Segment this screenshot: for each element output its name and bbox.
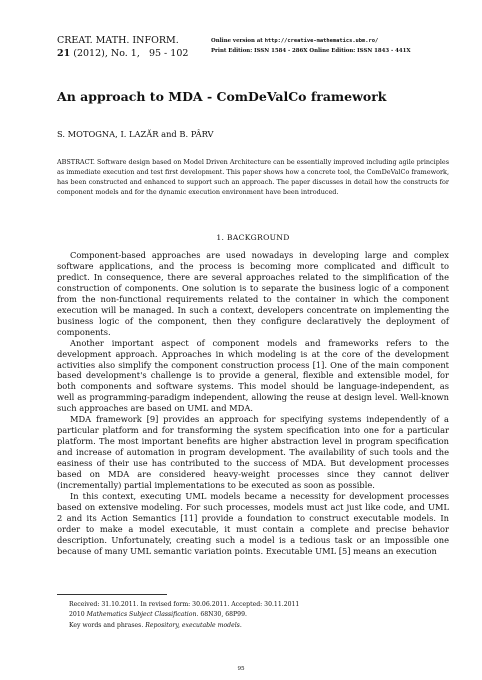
journal-pages: 95 - 102	[148, 48, 189, 59]
journal-volume: 21	[57, 48, 71, 59]
body-paragraph: MDA framework [9] provides an approach for specifying systems independently of a particular platform and for transforming the system specification into one for a particular platform. The most important benefits are higher abstraction level in program specification and increase of automation in program development. The availability of such tools and the easiness of their use has contributed to the success of MDA. But development processes based on MDA are considered heavy-weight processes since they cannot deliver (incrementally) partial implementations to be executed as soon as possible.	[57, 414, 449, 491]
keywords-text: Repository, executable models.	[145, 621, 242, 629]
journal-citation	[57, 47, 188, 60]
online-version	[211, 36, 411, 46]
journal-issue: (2012), No. 1,	[73, 48, 140, 59]
body-paragraph: Another important aspect of component models and frameworks refers to the development approach. Approaches in which modeling is at the core of the development activities also simplify the component construction process [1]. One of the main component based development's challenge is to provide a general, flexible and extensible model, for both components and software systems. This model should be language-independent, as well as programming-paradigm independent, allowing the reuse at design level. Well-known such approaches are based on UML and MDA.	[57, 337, 449, 414]
body-paragraph: Component-based approaches are used nowadays in developing large and complex software applications, and the process is becoming more complicated and difficult to predict. In consequence, there are several approaches related to the simplification of the construction of components. One solution is to separate the business logic of a component from the non-functional requirements related to the container in which the component execution will be managed. In such a context, developers concentrate on implementing the business logic of the component, then they configure declaratively the deployment of components.	[57, 250, 449, 337]
body-paragraph: In this context, executing UML models became a necessity for development processes based on extensive modeling. For such processes, models must act just like code, and UML 2 and its Action Semantics [11] provide a foundation to construct executable models. In order to make a model executable, it must contain a complete and precise behavior description. Unfortunately, creating such a model is a tedious task or an impossible one because of many UML semantic variation points. Executable UML [5] means an execution	[57, 490, 449, 556]
footnote-divider	[57, 594, 167, 595]
journal-name: CREAT. MATH. INFORM.	[57, 35, 179, 46]
edition-info	[211, 36, 411, 56]
online-label: Online version at	[211, 38, 263, 44]
abstract-label: ABSTRACT.	[57, 158, 95, 166]
msc-classification	[69, 610, 299, 620]
footnotes	[69, 600, 299, 631]
msc-label: Mathematics Subject Classification.	[86, 611, 199, 619]
paper-authors: S. MOTOGNA, I. LAZĂR and B. PÂRV	[57, 129, 214, 139]
online-url[interactable]: http://creative-mathematics.ubm.ro/	[264, 38, 379, 44]
msc-year: 2010	[69, 611, 85, 619]
body-text	[57, 250, 449, 557]
msc-codes: 68N30, 68P99.	[200, 611, 247, 619]
edition-issn: Print Edition: ISSN 1584 - 286X Online Edition: ISSN 1843 - 441X	[211, 48, 411, 54]
page-number: 95	[237, 666, 245, 672]
abstract-text: Software design based on Model Driven Architecture can be essentially improved including agile principles as immediate execution and test first development. This paper shows how a concrete tool, the ComDeValCo framework, has been constructed and enhanced to support such an approach. The paper discusses in detail how the constructs for component models and for the dynamic execution environment have been introduced.	[57, 158, 449, 196]
section-heading: 1. BACKGROUND	[216, 233, 290, 242]
journal-header	[57, 34, 188, 60]
keywords	[69, 621, 299, 631]
keywords-label: Key words and phrases.	[69, 621, 144, 629]
received-dates: Received: 31.10.2011. In revised form: 30.06.2011. Accepted: 30.11.2011	[69, 601, 300, 608]
paper-title: An approach to MDA - ComDeValCo framework	[57, 89, 387, 104]
abstract	[57, 157, 449, 197]
